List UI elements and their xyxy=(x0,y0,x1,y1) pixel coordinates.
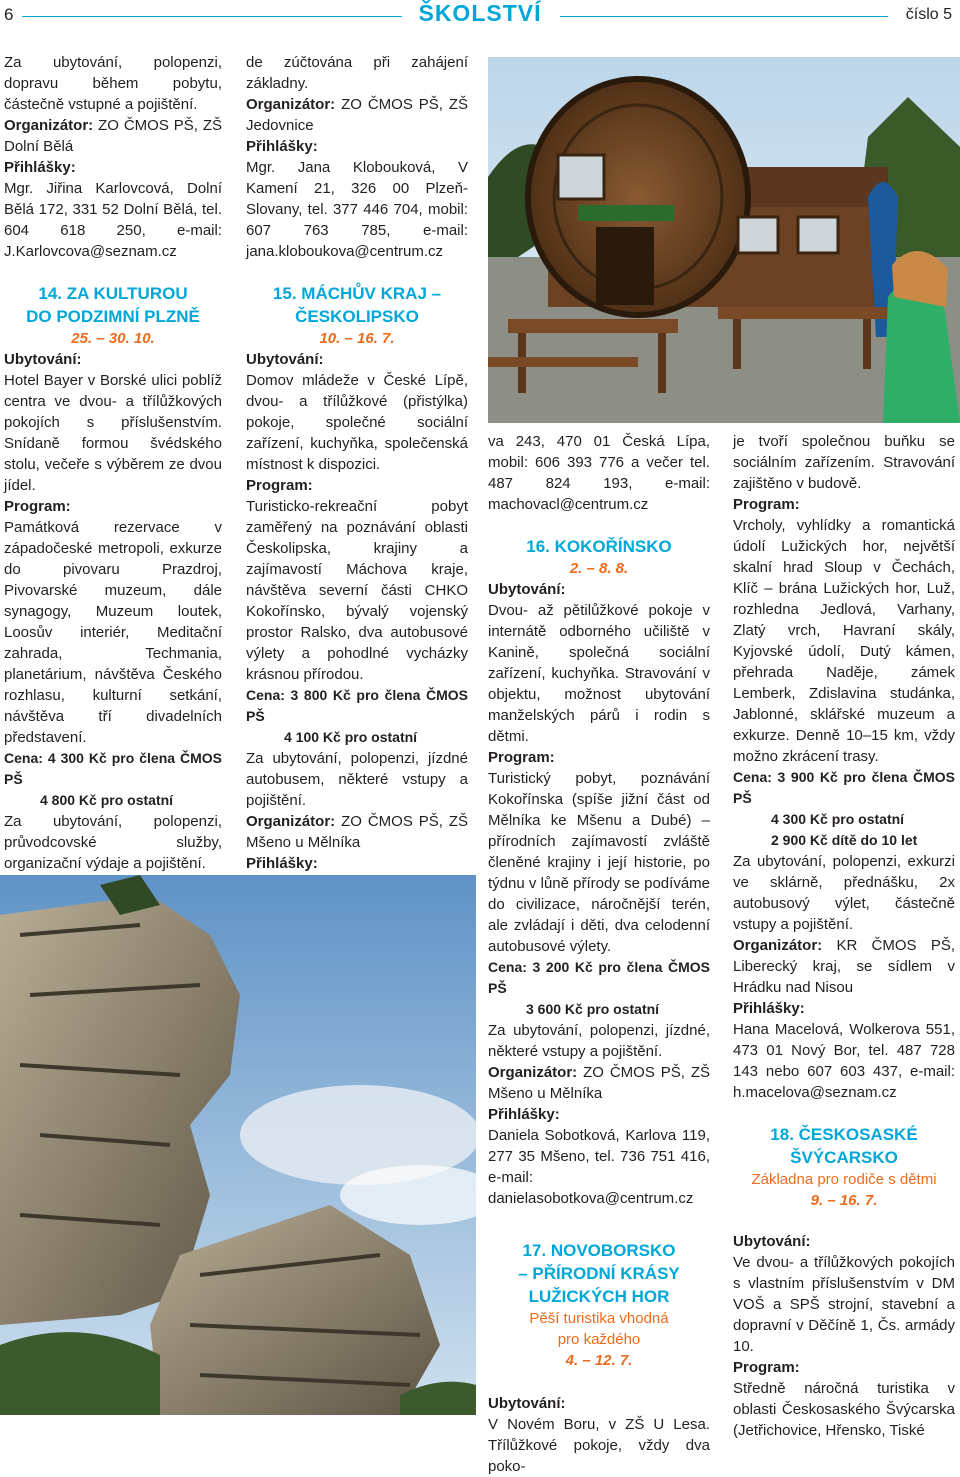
trip-16-dates: 2. – 8. 8. xyxy=(569,560,629,577)
page-number: 6 xyxy=(4,5,14,24)
program-text: Turisticko-rekreační pobyt zaměřený na poznávání oblasti Českolipska, krajiny a zajímavostí Máchova kraje, návštěva severní části CHKO Kokořínsko, bývalý vojenský prostor Ralsko, dva autobusové výlety a pohodlné vycházky krásnou přírodou. xyxy=(246,498,468,683)
price-children: 2 900 Kč dítě do 10 let xyxy=(771,832,918,848)
organizer-text: ZO ČMOS PŠ, ZŠ Mšeno u Mělníka xyxy=(488,1064,710,1102)
accommodation-text: V Novém Boru, v ZŠ U Lesa. Třílůžkové pokoje, vždy dva poko- xyxy=(488,1416,710,1475)
trip-17-title-line3: LUŽICKÝCH HOR xyxy=(528,1287,670,1306)
price-others: 4 100 Kč pro ostatní xyxy=(284,729,418,745)
intro-text: Za ubytování, polopenzi, dopravu během pobytu, částečně vstupné a pojištění. xyxy=(4,54,222,113)
trip-18-subtitle: Základna pro rodiče s dětmi xyxy=(751,1171,937,1188)
organizer-label: Organizátor: xyxy=(246,96,336,113)
accommodation-label: Ubytování: xyxy=(488,1395,566,1412)
trip-16-title: 16. KOKOŘÍNSKO xyxy=(526,537,672,556)
program-text: Vrcholy, vyhlídky a romantická údolí Lužických hor, největší skalní hrad Sloup v Čechách, Klíč – brána Lužických hor, Luž, rozhledna Jedlová, Varhany, Zlatý vrch, Havraní skály, Kyjovské údolí, Dutý kámen, přehrada Naděje, zámek Lemberk, Zdislavina studánka, Jablonné, sklářské muzeum a exkurze. Denně 10–15 km, vždy možno zkrácení trasy. xyxy=(733,517,955,765)
price-includes: Za ubytování, polopenzi, jízdné autobusem, některé vstupy a pojištění. xyxy=(246,750,468,809)
price-others: 4 300 Kč pro ostatní xyxy=(771,811,905,827)
program-text: Památková rezervace v západočeské metropoli, exkurze do pivovaru Prazdroj, Pivovarské muzeum, dále synagogy, Muzeum loutek, Loosův interiér, Meditační zahrada, Techmania, planetárium, návštěva Českého rozhlasu, kulturní setkání, návštěva tří divadelních představení. xyxy=(4,519,222,746)
continued-text: de zúčtována při zahájení základny. xyxy=(246,54,468,92)
program-label: Program: xyxy=(733,496,800,513)
accommodation-text: Ve dvou- a třílůžkových pokojích s vlastním příslušenstvím v DM VOŠ a SPŠ strojní, stavební a dopravní v Děčíně 1, Čs. armády 10. xyxy=(733,1254,955,1355)
program-label: Program: xyxy=(246,477,313,494)
applications-text: Hana Macelová, Wolkerova 551, 473 01 Nový Bor, tel. 487 728 143 nebo 607 603 437, e-mail: h.macelova@seznam.cz xyxy=(733,1021,955,1101)
applications-label: Přihlášky: xyxy=(4,159,76,176)
organizer-text: KR ČMOS PŠ, Liberecký kraj, se sídlem v Hrádku nad Nisou xyxy=(733,937,955,996)
trip-14-dates: 25. – 30. 10. xyxy=(71,330,155,347)
price-member: Cena: 3 900 Kč pro člena ČMOS PŠ xyxy=(733,769,955,806)
applications-label: Přihlášky: xyxy=(246,855,318,872)
accommodation-text: Dvou- až pětilůžkové pokoje v internátě odborného učiliště v Kanině, společná sociální zařízení, kuchyňka. Stravování v objektu, možnost ubytování manželských párů i rodin s dětmi. xyxy=(488,602,710,745)
applications-label: Přihlášky: xyxy=(733,1000,805,1017)
price-member: Cena: 4 300 Kč pro člena ČMOS PŠ xyxy=(4,750,222,787)
trip-17-title-line2: – PŘÍRODNÍ KRÁSY xyxy=(518,1264,680,1283)
applications-text: Daniela Sobotková, Karlova 119, 277 35 Mšeno, tel. 736 751 416, e-mail: danielasobotkova@centrum.cz xyxy=(488,1127,710,1207)
price-others: 4 800 Kč pro ostatní xyxy=(40,792,174,808)
price-includes: Za ubytování, polopenzi, exkurzi ve sklárně, přednášku, 2x autobusový výlet, částečně vstupy a pojištění. xyxy=(733,853,955,933)
accommodation-label: Ubytování: xyxy=(4,351,82,368)
trip-17-subtitle-line1: Pěší turistika vhodná xyxy=(529,1310,669,1327)
trip-15-title-line1: 15. MÁCHŮV KRAJ – xyxy=(272,284,442,303)
trip-15-title-line2: ČESKOLIPSKO xyxy=(295,307,419,326)
accommodation-text: Hotel Bayer v Borské ulici poblíž centra ve dvou- a třílůžkových pokojích s příslušenstvím. Snídaně formou švédského stolu, večeře s výběrem ze dvou jídel. xyxy=(4,372,222,494)
issue-number: číslo 5 xyxy=(905,6,952,23)
price-member: Cena: 3 200 Kč pro člena ČMOS PŠ xyxy=(488,959,710,996)
price-includes: Za ubytování, polopenzi, jízdné, některé vstupy a pojištění. xyxy=(488,1022,710,1060)
price-others: 3 600 Kč pro ostatní xyxy=(526,1001,660,1017)
column-3 xyxy=(488,431,710,1477)
accommodation-label: Ubytování: xyxy=(733,1233,811,1250)
organizer-text: ZO ČMOS PŠ, ZŠ Jedovnice xyxy=(246,96,468,134)
rock-photo xyxy=(0,875,476,1415)
trip-14-title-line1: 14. ZA KULTUROU xyxy=(38,284,188,303)
trip-18-title-line2: ŠVÝCARSKO xyxy=(790,1148,898,1167)
applications-label: Přihlášky: xyxy=(488,1106,560,1123)
header-rule-right xyxy=(560,16,888,17)
organizer-text: ZO ČMOS PŠ, ZŠ Mšeno u Mělníka xyxy=(246,813,468,851)
accommodation-text: Domov mládeže v České Lípě, dvou- a třílůžkové (přistýlka) pokoje, společné sociální zařízení, kuchyňka, společenská místnost k dispozici. xyxy=(246,372,468,473)
restaurant-photo xyxy=(488,57,960,423)
program-label: Program: xyxy=(488,749,555,766)
continued-text: je tvoří společnou buňku se sociálním zařízením. Stravování zajištěno v budově. xyxy=(733,433,955,492)
page-header xyxy=(0,0,960,32)
program-text: Turistický pobyt, poznávání Kokořínska (spíše jižní část od Mělníka ke Mšenu a Dubé) – přírodních zajímavostí zvláště členěné krajiny i její historie, po týdnu v lůně přírody se podíváme do civilizace, náročnější terén, ale zvládají i děti, dva celodenní autobusové výlety. xyxy=(488,770,710,955)
column-2 xyxy=(246,52,468,895)
program-text: Středně náročná turistika v oblasti Českosaského Švýcarska (Jetřichovice, Hřensko, Tiské xyxy=(733,1380,955,1439)
accommodation-label: Ubytování: xyxy=(488,581,566,598)
trip-15-dates: 10. – 16. 7. xyxy=(319,330,395,347)
trip-17-title-line1: 17. NOVOBORSKO xyxy=(522,1241,676,1260)
organizer-label: Organizátor: xyxy=(246,813,336,830)
trip-14-title-line2: DO PODZIMNÍ PLZNĚ xyxy=(26,307,200,326)
column-4 xyxy=(733,431,955,1441)
applications-label: Přihlášky: xyxy=(246,138,318,155)
column-1 xyxy=(4,52,222,937)
applications-text: Mgr. Jana Klobouková, V Kamení 21, 326 00 Plzeň-Slovany, tel. 377 446 704, mobil: 607 763 785, e-mail: jana.kloboukova@centrum.cz xyxy=(246,159,468,260)
organizer-label: Organizátor: xyxy=(488,1064,578,1081)
trip-18-dates: 9. – 16. 7. xyxy=(810,1192,878,1209)
continued-text: va 243, 470 01 Česká Lípa, mobil: 606 393 776 a večer tel. 487 824 193, e-mail: machovacl@centrum.cz xyxy=(488,433,710,513)
organizer-label: Organizátor: xyxy=(4,117,94,134)
program-label: Program: xyxy=(4,498,71,515)
trip-18-title-line1: 18. ČESKOSASKÉ xyxy=(770,1125,918,1144)
organizer-label: Organizátor: xyxy=(733,937,823,954)
price-includes: Za ubytování, polopenzi, průvodcovské služby, organizační výdaje a pojištění. xyxy=(4,813,222,872)
trip-17-dates: 4. – 12. 7. xyxy=(565,1352,633,1369)
program-label: Program: xyxy=(733,1359,800,1376)
section-title: ŠKOLSTVÍ xyxy=(418,0,542,26)
organizer-text: ZO ČMOS PŠ, ZŠ Dolní Bělá xyxy=(4,117,222,155)
accommodation-label: Ubytování: xyxy=(246,351,324,368)
price-member: Cena: 3 800 Kč pro člena ČMOS PŠ xyxy=(246,687,468,724)
trip-17-subtitle-line2: pro každého xyxy=(557,1331,641,1348)
applications-text: Mgr. Jiřina Karlovcová, Dolní Bělá 172, 331 52 Dolní Bělá, tel. 604 618 250, e-mail: J.Karlovcova@seznam.cz xyxy=(4,180,222,260)
